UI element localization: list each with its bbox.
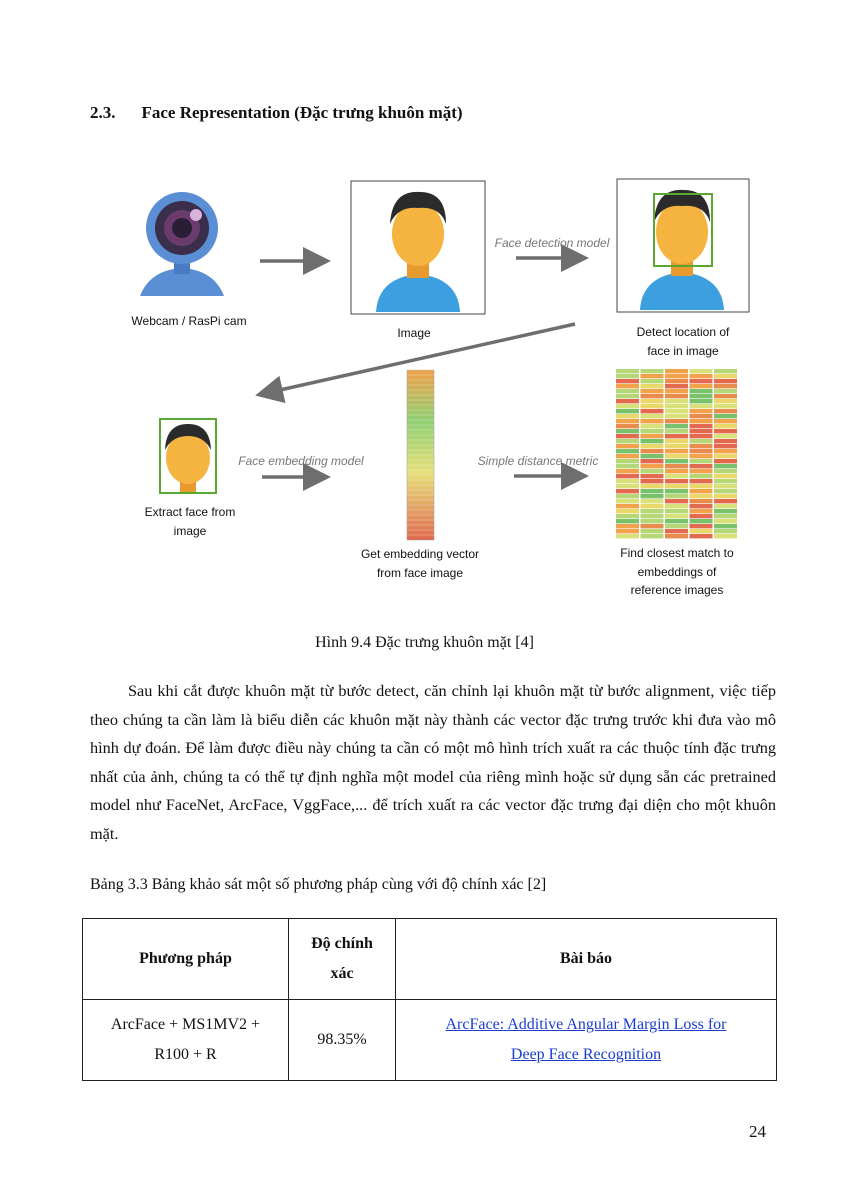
matrix-cell [714,389,737,393]
matrix-cell [641,509,664,513]
matrix-cell [665,409,688,413]
matrix-cell [616,504,639,508]
matrix-cell [665,374,688,378]
reference-embeddings-matrix [616,369,737,538]
cell-paper [396,1000,777,1081]
matrix-cell [641,444,664,448]
matrix-cell [616,379,639,383]
matrix-cell [641,504,664,508]
matrix-cell [641,434,664,438]
matrix-cell [714,379,737,383]
matrix-cell [641,534,664,538]
matrix-cell [665,419,688,423]
matrix-cell [690,509,713,513]
matrix-cell [665,399,688,403]
matrix-cell [690,529,713,533]
matrix-cell [665,484,688,488]
matrix-cell [641,414,664,418]
methods-table [82,918,777,1081]
webcam-icon [140,192,224,296]
matrix-cell [714,454,737,458]
body-paragraph: Sau khi cắt được khuôn mặt từ bước detect, căn chỉnh lại khuôn mặt từ bước alignment, việc tiếp theo chúng ta cần làm là biểu diễn các khuôn mặt này thành các vector đặc trưng trước khi đưa vào mô hình dự đoán. Để làm được điều này chúng ta cần có một mô hình trích xuất ra các thuộc tính đặc trưng nhất của ảnh, chúng ta có thể tự định nghĩa một model của riêng mình hoặc sử dụng sẵn các pretrained model như FaceNet, ArcFace, VggFace,... để trích xuất ra các vector đặc trưng đại diện cho một khuôn mặt. [90,681,776,843]
matrix-cell [616,454,639,458]
matrix-cell [690,504,713,508]
detect-label-line2: face in image [647,344,719,358]
matrix-cell [665,389,688,393]
matrix-cell [616,489,639,493]
section-title: Face Representation (Đặc trưng khuôn mặt) [141,103,463,122]
matrix-cell [690,434,713,438]
matrix-cell [714,459,737,463]
matrix-cell [690,404,713,408]
matrix-cell [616,479,639,483]
matrix-cell [641,374,664,378]
matrix-cell [690,399,713,403]
cell-accuracy: 98.35% [289,1000,396,1081]
header-method: Phương pháp [83,919,289,1000]
matrix-cell [690,389,713,393]
matrix-cell [690,519,713,523]
embedding-vector [407,370,434,540]
matrix-cell [690,459,713,463]
matrix-cell [641,519,664,523]
matrix-cell [665,434,688,438]
embed-label-line2: from face image [376,566,464,580]
matrix-cell [690,534,713,538]
matrix-cell [714,449,737,453]
matrix-cell [665,439,688,443]
matrix-cell [616,449,639,453]
matrix-cell [641,439,664,443]
matrix-cell [665,384,688,388]
matrix-cell [616,374,639,378]
matrix-cell [690,394,713,398]
match-label-line2: embeddings of [637,565,717,579]
image-thumbnail [351,181,485,314]
matrix-cell [616,484,639,488]
matrix-cell [641,389,664,393]
matrix-cell [714,404,737,408]
header-accuracy [289,919,396,1000]
matrix-cell [616,514,639,518]
extracted-face-thumbnail [160,419,216,493]
matrix-cell [690,464,713,468]
matrix-cell [616,494,639,498]
matrix-cell [714,444,737,448]
matrix-cell [665,489,688,493]
matrix-cell [714,374,737,378]
matrix-cell [690,439,713,443]
matrix-cell [665,509,688,513]
detection-thumbnail [617,179,749,312]
matrix-cell [690,444,713,448]
matrix-cell [690,524,713,528]
matrix-cell [690,454,713,458]
matrix-cell [665,499,688,503]
matrix-cell [616,464,639,468]
matrix-cell [616,444,639,448]
matrix-cell [714,434,737,438]
extract-label-line1: Extract face from [144,505,236,519]
paper-link-line1[interactable]: ArcFace: Additive Angular Margin Loss for [445,1016,727,1033]
matrix-cell [690,489,713,493]
cell-method [83,1000,289,1081]
matrix-cell [714,469,737,473]
matrix-cell [641,474,664,478]
matrix-cell [665,464,688,468]
matrix-cell [616,499,639,503]
matrix-cell [665,474,688,478]
matrix-cell [665,454,688,458]
matrix-cell [714,464,737,468]
matrix-cell [690,514,713,518]
matrix-cell [714,489,737,493]
matrix-cell [714,509,737,513]
figure-caption: Hình 9.4 Đặc trưng khuôn mặt [4] [315,634,534,651]
matrix-cell [641,529,664,533]
extract-label-line2: image [173,524,207,538]
page-number: 24 [749,1122,766,1141]
matrix-cell [665,519,688,523]
matrix-cell [616,419,639,423]
matrix-cell [690,484,713,488]
matrix-cell [690,494,713,498]
matrix-cell [665,414,688,418]
matrix-cell [616,469,639,473]
header-accuracy-line1: Độ chính [311,935,373,952]
matrix-cell [641,369,664,373]
matrix-cell [616,429,639,433]
matrix-cell [665,404,688,408]
matrix-cell [714,474,737,478]
matrix-cell [641,399,664,403]
matrix-cell [641,429,664,433]
matrix-cell [714,534,737,538]
matrix-cell [665,514,688,518]
matrix-cell [714,519,737,523]
matrix-cell [714,529,737,533]
matrix-cell [714,499,737,503]
matrix-cell [665,469,688,473]
matrix-cell [641,404,664,408]
matrix-cell [616,524,639,528]
matrix-cell [665,479,688,483]
matrix-cell [690,419,713,423]
matrix-cell [665,529,688,533]
matrix-cell [616,474,639,478]
matrix-cell [641,484,664,488]
matrix-cell [641,409,664,413]
matrix-cell [665,394,688,398]
matrix-cell [665,444,688,448]
method-line2: R100 + R [154,1046,217,1063]
method-line1: ArcFace + MS1MV2 + [110,1016,261,1033]
matrix-cell [714,514,737,518]
matrix-cell [616,369,639,373]
matrix-cell [616,384,639,388]
matrix-cell [641,479,664,483]
table-row [83,1000,777,1081]
matrix-cell [665,494,688,498]
matrix-cell [641,384,664,388]
matrix-cell [690,449,713,453]
matrix-cell [665,504,688,508]
matrix-cell [641,379,664,383]
matrix-cell [616,399,639,403]
matrix-cell [616,434,639,438]
matrix-cell [641,449,664,453]
matrix-cell [641,424,664,428]
matrix-cell [714,504,737,508]
matrix-cell [714,394,737,398]
matrix-cell [690,384,713,388]
matrix-cell [616,519,639,523]
detect-label-line1: Detect location of [636,325,730,339]
matrix-cell [641,419,664,423]
webcam-label: Webcam / RasPi cam [131,314,247,328]
matrix-cell [641,469,664,473]
matrix-cell [665,369,688,373]
matrix-cell [690,499,713,503]
matrix-cell [690,474,713,478]
matrix-cell [641,454,664,458]
matrix-cell [690,379,713,383]
matrix-cell [616,409,639,413]
distance-arrow-label: Simple distance metric [477,454,599,468]
matrix-cell [641,394,664,398]
matrix-cell [714,424,737,428]
matrix-cell [665,524,688,528]
embedding-arrow-label: Face embedding model [238,454,364,468]
matrix-cell [690,374,713,378]
detection-arrow-label: Face detection model [494,236,610,250]
matrix-cell [616,534,639,538]
matrix-cell [665,424,688,428]
matrix-cell [641,499,664,503]
matrix-cell [641,524,664,528]
matrix-cell [714,369,737,373]
matrix-cell [714,409,737,413]
matrix-cell [665,429,688,433]
matrix-cell [690,409,713,413]
matrix-cell [616,439,639,443]
matrix-cell [714,399,737,403]
matrix-cell [641,489,664,493]
matrix-cell [665,534,688,538]
matrix-cell [641,514,664,518]
matrix-cell [616,459,639,463]
match-label-line3: reference images [630,583,724,597]
matrix-cell [690,479,713,483]
matrix-cell [616,529,639,533]
matrix-cell [641,494,664,498]
matrix-cell [616,404,639,408]
matrix-cell [714,524,737,528]
matrix-cell [665,449,688,453]
matrix-cell [641,459,664,463]
matrix-cell [616,394,639,398]
section-number: 2.3. [90,103,116,122]
paper-link-line2[interactable]: Deep Face Recognition [510,1046,662,1063]
matrix-cell [616,389,639,393]
matrix-cell [690,469,713,473]
matrix-cell [665,459,688,463]
embed-label-line1: Get embedding vector [360,547,480,561]
matrix-cell [714,414,737,418]
table-caption: Bảng 3.3 Bảng khảo sát một số phương pháp cùng với độ chính xác [2] [90,876,547,893]
matrix-cell [714,484,737,488]
matrix-cell [616,509,639,513]
matrix-cell [714,384,737,388]
matrix-cell [690,424,713,428]
matrix-cell [690,369,713,373]
matrix-cell [616,424,639,428]
image-label: Image [397,326,431,340]
table-header-row [83,919,777,1000]
matrix-cell [714,429,737,433]
matrix-cell [690,414,713,418]
matrix-cell [616,414,639,418]
matrix-cell [714,479,737,483]
matrix-cell [641,464,664,468]
matrix-cell [714,494,737,498]
matrix-cell [714,439,737,443]
matrix-cell [665,379,688,383]
header-paper: Bài báo [396,919,777,1000]
header-accuracy-line2: xác [330,965,354,982]
matrix-cell [690,429,713,433]
matrix-cell [714,419,737,423]
match-label-line1: Find closest match to [620,546,734,560]
